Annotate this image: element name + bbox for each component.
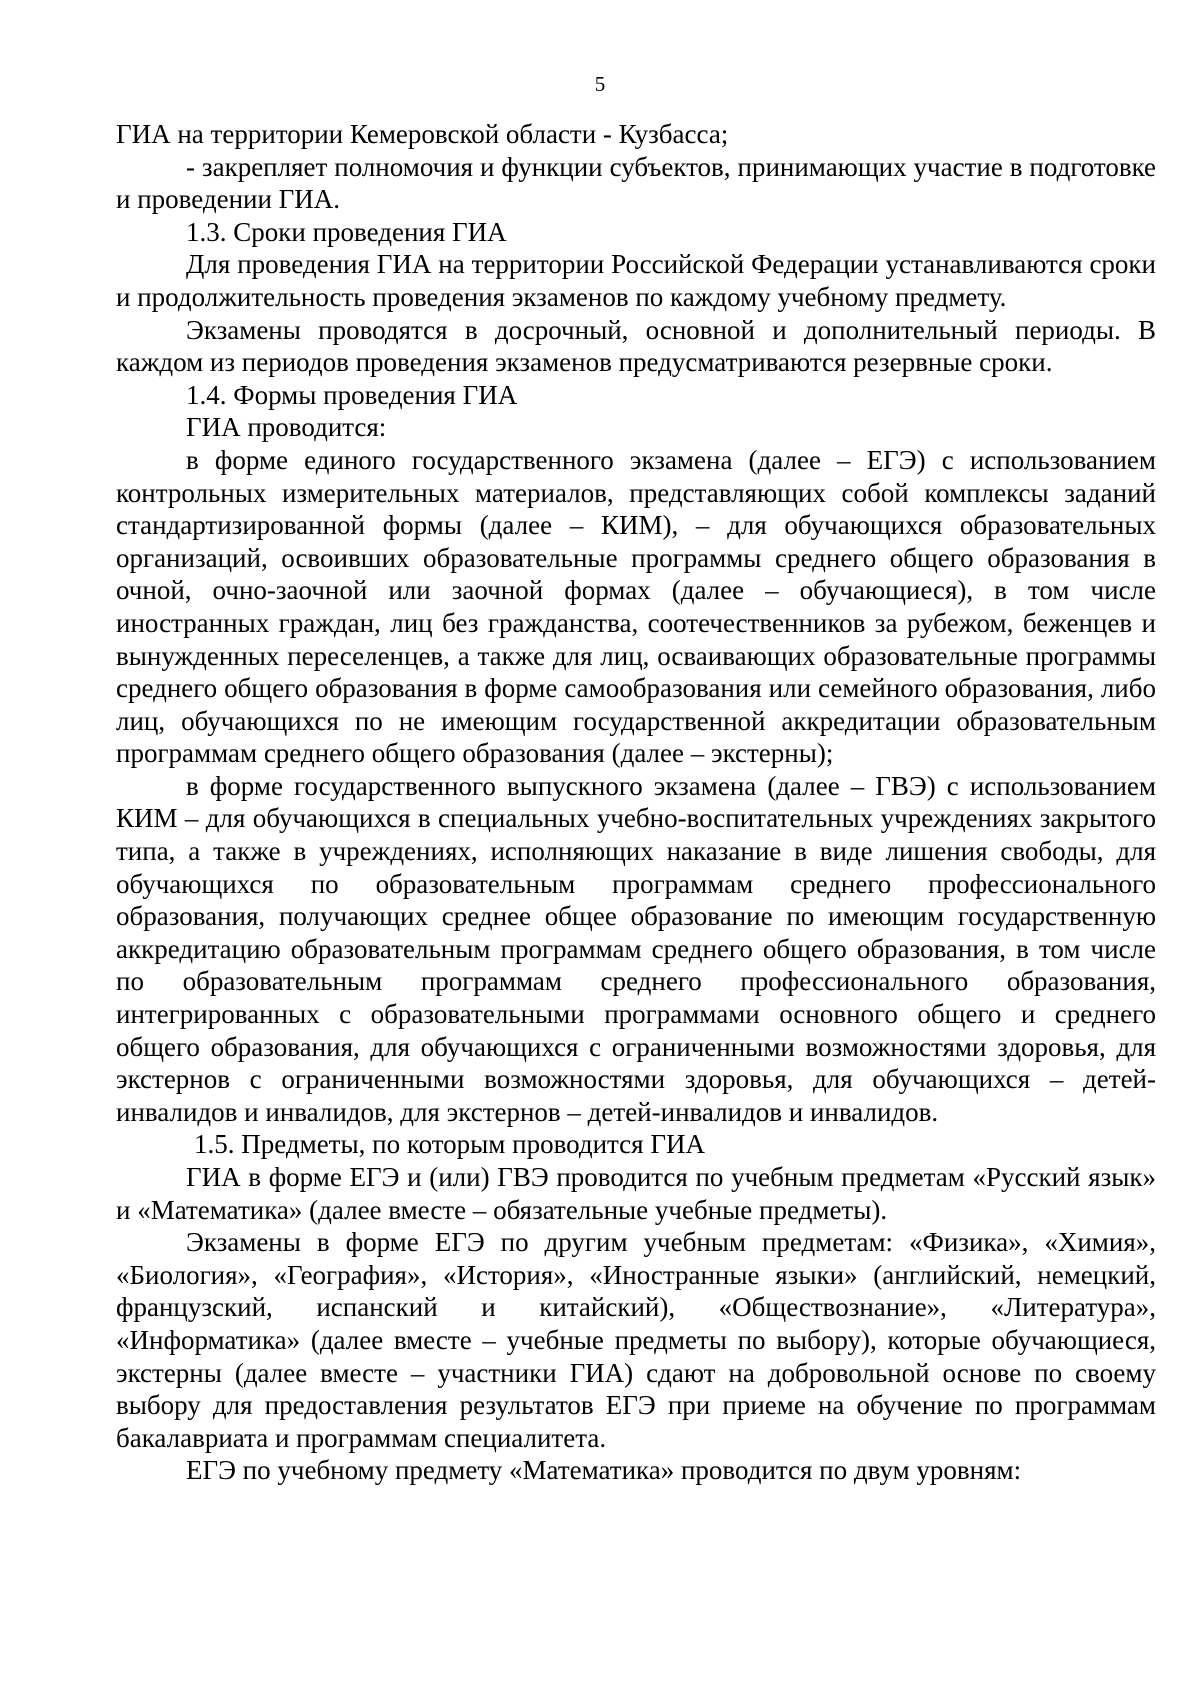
paragraph-gve-form: в форме государственного выпускного экзамена (далее – ГВЭ) с использованием КИМ – для обучающихся в специальных учебно-воспитательных учреждениях закрытого типа, а также в учреждениях, исполняющих наказание в виде лишения свободы, для обучающихся по образовательным программам среднего профессионального образования, получающих среднее общее образование по имеющим государственную аккредитацию образовательным программам среднего общего образования, в том числе по образовательным программам среднего профессионального образования, интегрированных с образовательными программами основного общего и среднего общего образования, для обучающихся с ограниченными возможностями здоровья, для экстернов с ограниченными возможностями здоровья, для обучающихся – детей-инвалидов и инвалидов, для экстернов – детей-инвалидов и инвалидов. [116,770,1156,1127]
paragraph-mandatory-subjects: ГИА в форме ЕГЭ и (или) ГВЭ проводится по учебным предметам «Русский язык» и «Математика» (далее вместе – обязательные учебные предметы). [116,1162,1156,1225]
page-number: 5 [594,72,606,96]
paragraph-terms: Для проведения ГИА на территории Российской Федерации устанавливаются сроки и продолжительность проведения экзаменов по каждому учебному предмету. [116,249,1156,312]
paragraph-powers: - закрепляет полномочия и функции субъектов, принимающих участие в подготовке и проведении ГИА. [116,151,1156,215]
paragraph-gia-conducted: ГИА проводится: [186,412,387,443]
section-heading-1-5: 1.5. Предметы, по которым проводится ГИА [194,1129,705,1160]
section-heading-1-3: 1.3. Сроки проведения ГИА [186,216,507,247]
document-body [116,118,1156,1487]
paragraph-elective-subjects: Экзамены в форме ЕГЭ по другим учебным предметам: «Физика», «Химия», «Биология», «География», «История», «Иностранные языки» (английский, немецкий, французский, испанский и китайский), «Обществознание», «Литература», «Информатика» (далее вместе – учебные предметы по выбору), которые обучающиеся, экстерны (далее вместе – участники ГИА) сдают на добровольной основе по своему выбору для предоставления результатов ЕГЭ при приеме на обучение по программам бакалавриата и программам специалитета. [116,1227,1156,1453]
paragraph-ege-form: в форме единого государственного экзамена (далее – ЕГЭ) с использованием контрольных измерительных материалов, представляющих собой комплексы заданий стандартизированной формы (далее – КИМ), – для обучающихся образовательных организаций, освоивших образовательные программы среднего общего образования в очной, очно-заочной или заочной формах (далее – обучающиеся), в том числе иностранных граждан, лиц без гражданства, соотечественников за рубежом, беженцев и вынужденных переселенцев, а также для лиц, осваивающих образовательные программы среднего общего образования в форме самообразования или семейного образования, либо лиц, обучающихся по не имеющим государственной аккредитации образовательным программам среднего общего образования (далее – экстерны); [116,444,1156,769]
section-heading-1-4: 1.4. Формы проведения ГИА [186,379,518,410]
paragraph-periods: Экзамены проводятся в досрочный, основной и дополнительный периоды. В каждом из периодов проведения экзаменов предусматриваются резервные сроки. [116,314,1156,378]
paragraph-math-levels: ЕГЭ по учебному предмету «Математика» проводится по двум уровням: [186,1455,1022,1486]
paragraph-gia-territory: ГИА на территории Кемеровской области - Кузбасса; [116,119,729,149]
